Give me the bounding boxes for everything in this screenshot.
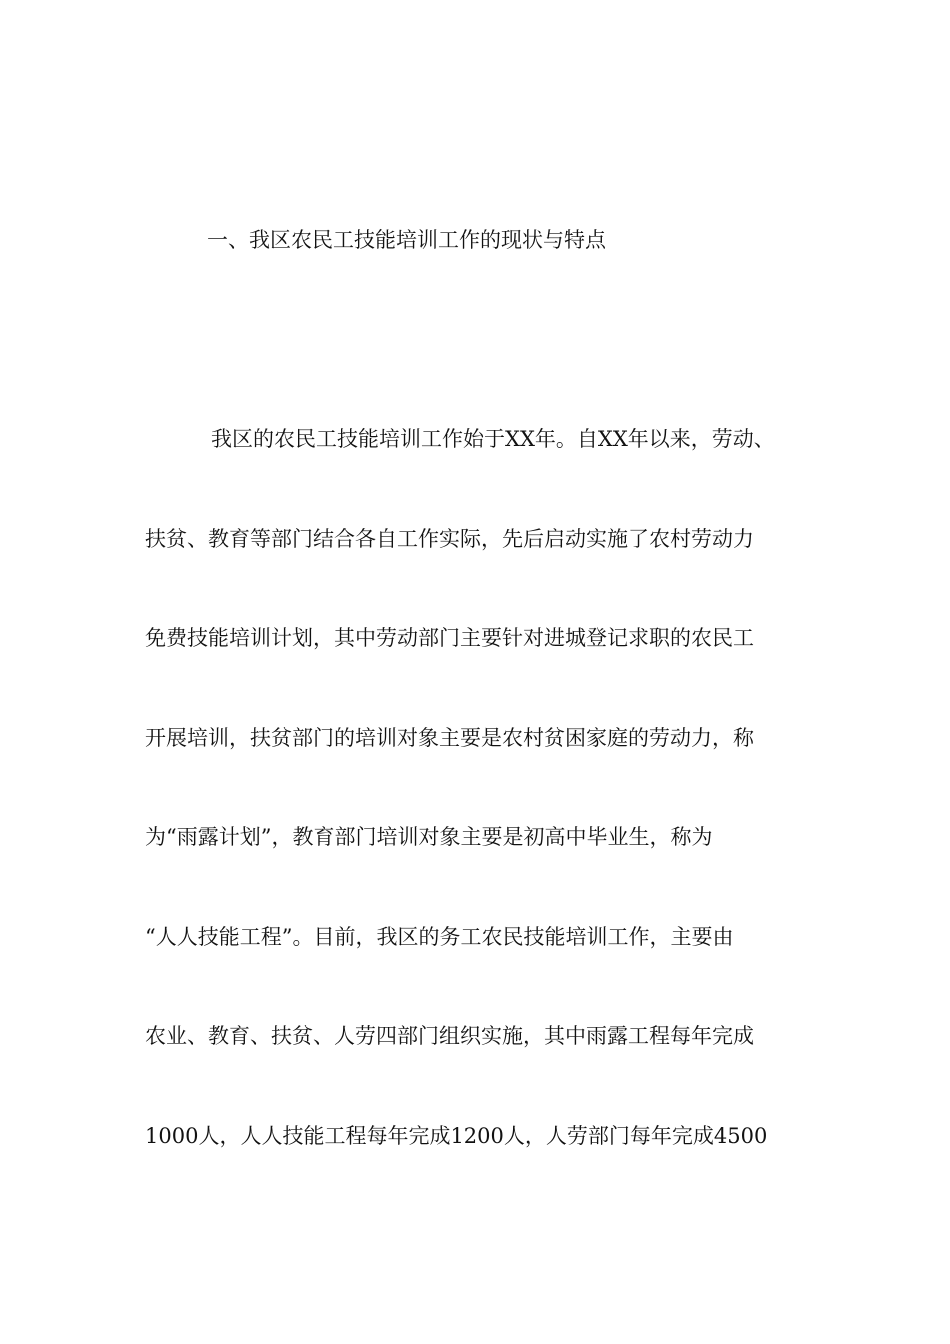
paragraph-line: 扶贫、教育等部门结合各自工作实际，先后启动实施了农村劳动力 [145, 526, 754, 551]
body-paragraph [145, 425, 845, 1221]
paragraph-line: 开展培训，扶贫部门的培训对象主要是农村贫困家庭的劳动力，称 [145, 725, 754, 750]
paragraph-line: 1000人，人人技能工程每年完成1200人，人劳部门每年完成4500 [145, 1123, 768, 1148]
section-heading: 一、我区农民工技能培训工作的现状与特点 [207, 228, 606, 252]
paragraph-line: 我区的农民工技能培训工作始于XX年。自XX年以来，劳动、 [211, 427, 775, 451]
paragraph-line: 农业、教育、扶贫、人劳四部门组织实施，其中雨露工程每年完成 [145, 1024, 754, 1048]
paragraph-line: 免费技能培训计划，其中劳动部门主要针对进城登记求职的农民工 [145, 626, 754, 650]
paragraph-line: 为“雨露计划”，教育部门培训对象主要是初高中毕业生，称为 [145, 825, 713, 849]
paragraph-line: “人人技能工程”。目前，我区的务工农民技能培训工作，主要由 [145, 924, 734, 949]
